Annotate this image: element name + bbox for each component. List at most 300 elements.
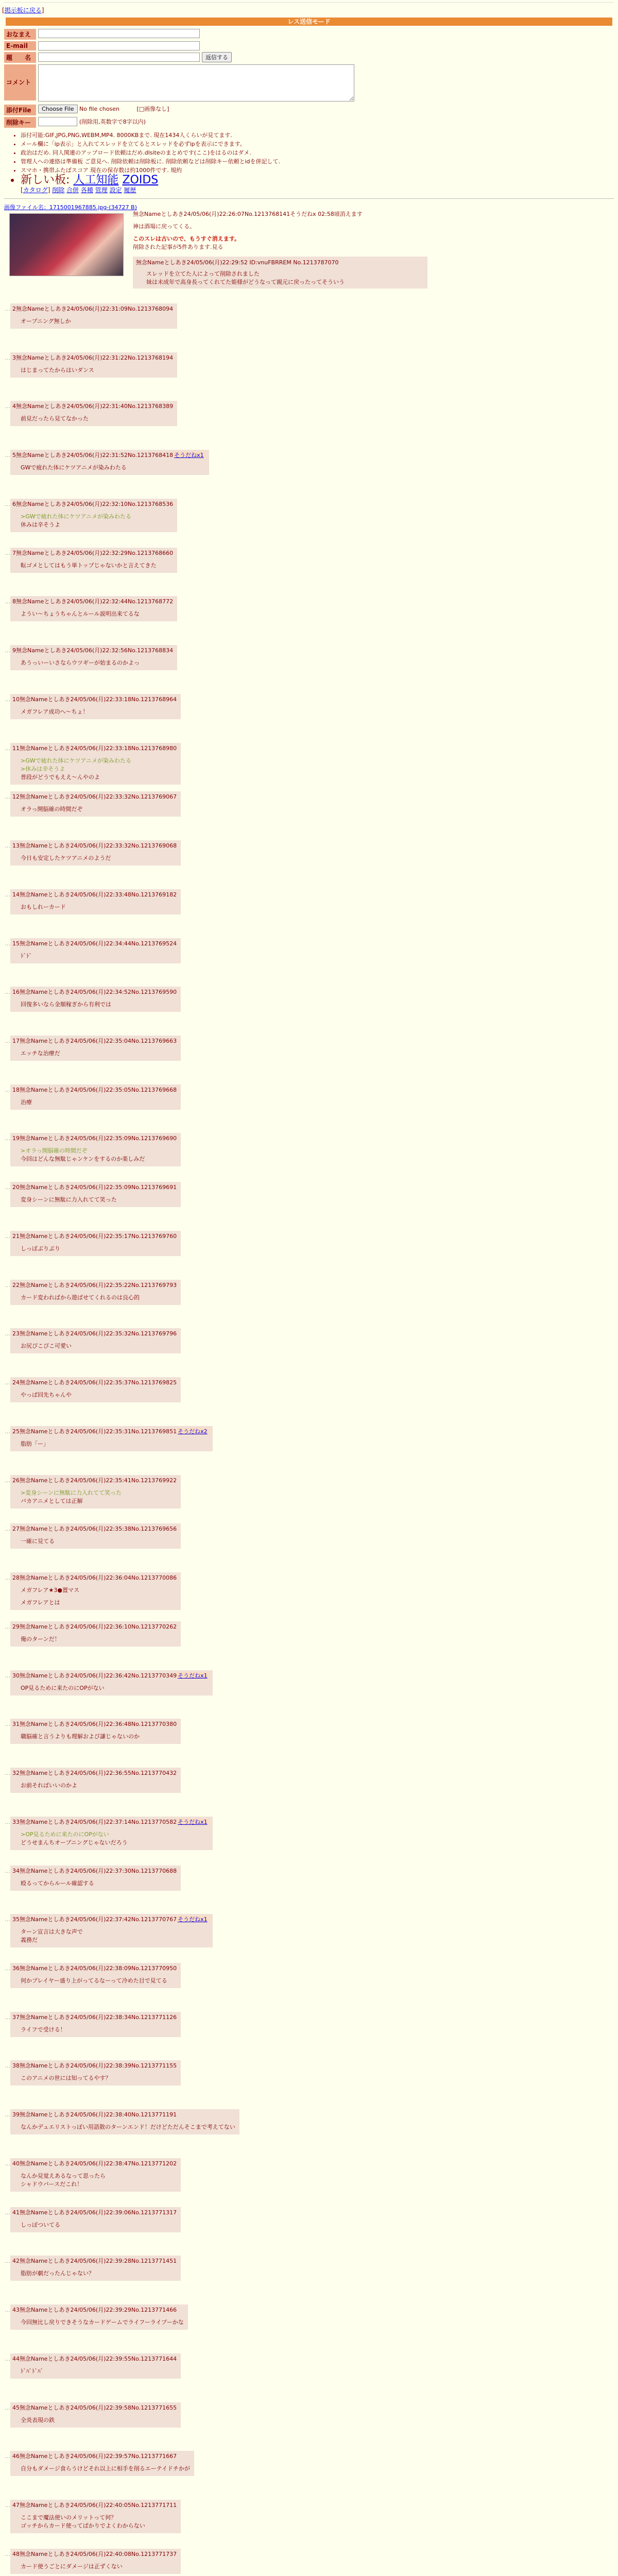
reply-marker: …: [5, 1818, 10, 1825]
reply-header-text: 無念Nameとしあき24/05/06(月)22:32:10No.1213768536: [16, 500, 174, 507]
back-to-board-link[interactable]: 掲示板に戻る: [4, 7, 42, 14]
nested-line2: 妹は未成年で高身長ってくれてた姫様がどうなって親元に戻ったってそういう: [146, 279, 345, 285]
reply-number: 11: [12, 744, 20, 752]
reply-header-text: 無念Nameとしあき24/05/06(月)22:32:56No.1213768834: [16, 647, 174, 654]
reply-header-text: 無念Nameとしあき24/05/06(月)22:35:05No.1213769668: [20, 1086, 177, 1093]
reply-header[interactable]: [12, 1037, 177, 1045]
reply-box: [10, 596, 177, 621]
reply-box: [10, 987, 181, 1012]
reply-mode-bar: レス送信モード: [6, 18, 612, 26]
reply-number: 29: [12, 1623, 20, 1630]
reply-marker: …: [5, 1281, 10, 1289]
reply-header[interactable]: [12, 2550, 177, 2558]
delete-link[interactable]: 削除: [52, 187, 65, 194]
reply-header[interactable]: [12, 891, 177, 899]
reply-header[interactable]: [12, 1916, 209, 1924]
reply-text: 休みは辛そうよ: [21, 521, 60, 528]
reply-box: [10, 1133, 181, 1166]
reply-box: [10, 938, 181, 963]
reply-header[interactable]: [12, 1379, 177, 1387]
reply-header[interactable]: [12, 647, 173, 655]
reply-body: [21, 1831, 209, 1847]
reply-body: [21, 1489, 177, 1505]
reply-header-text: 無念Nameとしあき24/05/06(月)22:36:55No.1213770432: [20, 1770, 177, 1777]
reply-number: 48: [12, 2550, 20, 2557]
table-row: [0, 1817, 618, 1866]
reply-body: [21, 1342, 177, 1350]
reply-header-text: 無念Nameとしあき24/05/06(月)22:35:41No.1213769922: [20, 1477, 177, 1484]
reply-text: なんか見覚えあるなって思ったら: [21, 2172, 106, 2179]
reply-body: [21, 1001, 177, 1009]
reply-box: [10, 840, 181, 866]
reply-header[interactable]: [12, 2257, 177, 2265]
reply-number: 42: [12, 2258, 20, 2265]
reply-header[interactable]: [12, 2306, 184, 2314]
misc-link[interactable]: 各種: [80, 187, 93, 194]
table-row: [0, 1377, 618, 1426]
sodane-button[interactable]: そうだねx1: [174, 452, 204, 459]
email-input[interactable]: [38, 41, 200, 50]
reply-box: [10, 694, 181, 719]
reply-header-text: 無念Nameとしあき24/05/06(月)22:40:05No.1213771711: [20, 2502, 177, 2509]
reply-number: 8: [12, 598, 16, 605]
reply-header[interactable]: [12, 1525, 177, 1533]
reply-header[interactable]: [12, 1281, 177, 1290]
reply-header[interactable]: [12, 549, 173, 557]
no-image-checkbox-label[interactable]: [□画像なし]: [136, 106, 169, 112]
table-row: [0, 596, 618, 645]
reply-number: 22: [12, 1281, 20, 1289]
reply-body: [21, 2318, 184, 2327]
reply-box: [10, 1475, 181, 1509]
reply-body: [21, 1782, 177, 1790]
reply-text: はじまってたからはいダンス: [21, 366, 94, 374]
subject-label: 題 名: [4, 52, 36, 63]
reply-number: 6: [12, 500, 16, 507]
reply-header[interactable]: [12, 305, 173, 313]
reply-body: [21, 1977, 177, 1985]
reply-header[interactable]: [12, 402, 173, 411]
reply-text: ﾄﾞﾊﾞﾄﾞﾊﾞ: [21, 2367, 43, 2375]
table-row: [0, 1621, 618, 1670]
reply-box: [10, 1084, 181, 1110]
reply-marker: …: [5, 500, 10, 507]
reply-text: 治療: [21, 1098, 32, 1106]
reply-header[interactable]: [12, 1769, 177, 1777]
reply-header[interactable]: [12, 1232, 177, 1241]
reply-header[interactable]: [12, 2160, 177, 2168]
reply-header-text: 無念Nameとしあき24/05/06(月)22:34:52No.1213769590: [20, 989, 177, 996]
reply-header-text: 無念Nameとしあき24/05/06(月)22:37:14No.1213770582: [20, 1818, 177, 1825]
note-item: • 管理人への連絡は準備板 ご意見へ. 削除依頼は削除板に. 削除依頼などは削除キー依頼とidを併記して.: [21, 157, 618, 166]
reply-header[interactable]: [12, 1818, 209, 1826]
reply-header[interactable]: [12, 696, 177, 704]
op-text: [133, 210, 596, 289]
reply-box: [10, 1719, 181, 1744]
name-input[interactable]: [38, 29, 200, 38]
reply-header[interactable]: [12, 1720, 177, 1728]
reply-header[interactable]: [12, 500, 173, 509]
divider: [4, 198, 614, 199]
reply-header[interactable]: [12, 2013, 177, 2022]
table-row: [0, 1328, 618, 1377]
email-label: E-mail: [4, 41, 36, 50]
table-row: [0, 1866, 618, 1914]
reply-header-text: 無念Nameとしあき24/05/06(月)22:39:55No.1213771644: [20, 2355, 177, 2362]
reply-text: 一確に見てる: [21, 1538, 55, 1545]
reply-marker: …: [5, 1721, 10, 1728]
table-row: [0, 450, 618, 499]
reply-box: [10, 791, 181, 817]
reply-marker: …: [5, 1672, 10, 1679]
reply-text: ライフで受ける！: [21, 2026, 66, 2033]
reply-body: [21, 1098, 177, 1107]
reply-marker: …: [5, 2404, 10, 2411]
reply-header-text: 無念Nameとしあき24/05/06(月)22:36:42No.1213770349: [20, 1672, 177, 1679]
delkey-label: 削除キー: [4, 117, 36, 128]
new-board-link-ai[interactable]: 人工知能: [73, 174, 119, 187]
new-boards-line: • 新しい板: 人工知能 ZOIDS: [21, 176, 618, 184]
reply-marker: …: [5, 1135, 10, 1142]
reply-number: 5: [12, 452, 16, 459]
reply-header[interactable]: [12, 1428, 209, 1436]
reply-header[interactable]: [12, 2209, 177, 2217]
reply-body: [21, 952, 177, 960]
reply-marker: …: [5, 452, 10, 459]
reply-box: [10, 2549, 181, 2574]
reply-header[interactable]: [12, 1330, 177, 1338]
reply-text: オープニング無しか: [21, 318, 71, 325]
reply-text: 自分もダメージ食らうけどそれ以上に相手を削るエーテイドチかが: [21, 2465, 191, 2472]
reply-marker: …: [5, 1086, 10, 1093]
reply-number: 13: [12, 842, 20, 850]
table-row: [0, 1475, 618, 1524]
reply-body: [21, 1928, 209, 1944]
reply-marker: …: [5, 1038, 10, 1045]
reply-text: 転ゴメとしてはもう単トップじゃないかと言えてきた: [21, 562, 157, 569]
table-row: [0, 987, 618, 1036]
table-row: [0, 401, 618, 450]
reply-header[interactable]: [12, 2404, 177, 2412]
reply-header[interactable]: [12, 2355, 177, 2363]
table-row: [0, 1670, 618, 1719]
quote-line: >変身シーンに無駄に力入れてて笑った: [21, 1489, 122, 1496]
reply-box: [10, 1768, 181, 1793]
reply-text: 前見だったら見てなかった: [21, 415, 89, 422]
reply-header-text: 無念Nameとしあき24/05/06(月)22:36:48No.1213770380: [20, 1721, 177, 1728]
quote-line: >OP見るために来たのにOPがない: [21, 1831, 109, 1838]
reply-number: 34: [12, 1867, 20, 1874]
reply-number: 10: [12, 696, 20, 703]
reply-header-text: 無念Nameとしあき24/05/06(月)22:32:44No.1213768772: [16, 598, 174, 605]
reply-box: [10, 1182, 181, 1207]
table-row: [0, 1133, 618, 1182]
reply-header-text: 無念Nameとしあき24/05/06(月)22:36:10No.1213770262: [20, 1623, 177, 1630]
merge-link[interactable]: 合併: [66, 187, 79, 194]
reply-box: [10, 548, 177, 573]
reply-body: [21, 2026, 177, 2034]
table-row: [0, 2451, 618, 2500]
reply-marker: …: [5, 2355, 10, 2362]
reply-text: 職脳確と言うよりも理解および謙じゃないのか: [21, 1733, 140, 1740]
nested-header: 無念Nameとしあき24/05/06(月)22:29:52 ID:vnuFBRREM No.1213787070: [136, 259, 339, 266]
reply-header[interactable]: [12, 1477, 177, 1485]
history-link[interactable]: 履歴: [124, 187, 136, 194]
choose-file-button[interactable]: Choose File: [38, 105, 78, 113]
reply-header-text: 無念Nameとしあき24/05/06(月)22:37:30No.1213770688: [20, 1867, 177, 1874]
reply-box: [10, 2402, 181, 2428]
reply-box: [10, 450, 209, 475]
reply-header[interactable]: [12, 598, 173, 606]
reply-box: [10, 1866, 181, 1891]
reply-header[interactable]: [12, 744, 177, 753]
reply-header[interactable]: [12, 1623, 177, 1631]
reply-marker: …: [5, 1623, 10, 1630]
reply-header-text: 無念Nameとしあき24/05/06(月)22:35:09No.1213769691: [20, 1184, 177, 1191]
reply-header[interactable]: [12, 1867, 177, 1875]
new-board-link-zoids[interactable]: ZOIDS: [122, 174, 159, 187]
reply-number: 35: [12, 1916, 20, 1923]
reply-body: [21, 903, 177, 911]
reply-number: 27: [12, 1526, 20, 1533]
reply-text: お前そればいいのかよ: [21, 1782, 77, 1789]
reply-marker: …: [5, 1770, 10, 1777]
reply-number: 12: [12, 793, 20, 801]
reply-box: [10, 889, 181, 914]
reply-header[interactable]: [12, 354, 173, 362]
note-item: • スマホ・携帯ふたばスコア 現在の保存数は約1000件です. 規約: [21, 166, 618, 175]
reply-marker: …: [5, 1964, 10, 1972]
table-row: [0, 1426, 618, 1475]
reply-header[interactable]: [12, 451, 205, 460]
reply-number: 3: [12, 354, 16, 361]
reply-body: [21, 2416, 177, 2425]
table-row: [0, 694, 618, 743]
reply-box: [10, 2256, 181, 2281]
quote-line: >GWで疲れた体にケツアニメが染みわたる: [21, 757, 131, 764]
reply-number: 21: [12, 1232, 20, 1240]
reply-body: [21, 1245, 177, 1253]
reply-marker: …: [5, 989, 10, 996]
reply-text: オラっ開脳確の時間だぞ: [21, 806, 83, 813]
op-file-link[interactable]: 画像ファイル名：1715001967885.jpg-(34727 B): [4, 204, 137, 211]
reply-marker: …: [5, 354, 10, 361]
reply-body: [21, 1635, 177, 1643]
reply-box: [10, 303, 177, 329]
reply-header[interactable]: [12, 2501, 177, 2510]
reply-text: メガフレアとは: [21, 1599, 60, 1606]
sodane-button[interactable]: そうだねx1: [178, 1672, 208, 1679]
file-status: No file chosen: [79, 106, 119, 112]
reply-header[interactable]: [12, 940, 177, 948]
reply-body: [21, 610, 173, 618]
reply-box: [10, 2109, 239, 2134]
reply-number: 17: [12, 1038, 20, 1045]
reply-box: [10, 1572, 181, 1610]
reply-number: 36: [12, 1964, 20, 1972]
reply-header-text: 無念Nameとしあき24/05/06(月)22:38:39No.1213771155: [20, 2062, 177, 2070]
reply-box: [10, 2500, 181, 2533]
reply-header[interactable]: [12, 2111, 235, 2119]
reply-header[interactable]: [12, 1964, 177, 1973]
reply-body: [21, 854, 177, 862]
reply-header-text: 無念Nameとしあき24/05/06(月)22:39:06No.1213771317: [20, 2209, 177, 2216]
reply-form: [4, 29, 618, 128]
table-row: [0, 1280, 618, 1329]
reply-header-text: 無念Nameとしあき24/05/06(月)22:35:38No.1213769656: [20, 1526, 177, 1533]
reply-box: [10, 1621, 181, 1647]
reply-body: [21, 1879, 177, 1888]
reply-number: 28: [12, 1574, 20, 1582]
table-row: [0, 2304, 618, 2353]
reply-text: 全炎表現の鉄: [21, 2416, 55, 2424]
reply-body: [21, 1586, 177, 1607]
reply-header[interactable]: [12, 1672, 209, 1680]
note-item: • 政治はだめ. 同人関連のアップロード依頼はだめ.dlsiteのまとめです(ここ)をはるのはダメ.: [21, 148, 618, 157]
table-row: [0, 2256, 618, 2304]
reply-number: 44: [12, 2355, 20, 2362]
reply-header[interactable]: [12, 793, 177, 801]
reply-marker: …: [5, 1184, 10, 1191]
submit-button[interactable]: 返信する: [202, 52, 232, 62]
file-label: 添付File: [4, 105, 36, 115]
settings-link[interactable]: 設定: [109, 187, 122, 194]
reply-body: [21, 2123, 235, 2131]
back-link-wrap: [掲示板に戻る]: [2, 7, 44, 14]
reply-body: [21, 1147, 177, 1163]
table-row: [0, 743, 618, 792]
reply-number: 2: [12, 306, 16, 312]
reply-header-text: 無念Nameとしあき24/05/06(月)22:35:17No.1213769760: [20, 1232, 177, 1240]
delkey-input[interactable]: [38, 117, 77, 126]
note-item: • 添付可能:GIF,JPG,PNG,WEBM,MP4. 8000KBまで. 現在1434人くらいが見てます.: [21, 131, 618, 140]
reply-body: [21, 2514, 177, 2530]
reply-text: 回復多いなら金額稼ぎから有利では: [21, 1001, 111, 1008]
reply-number: 39: [12, 2111, 20, 2119]
sodane-button[interactable]: そうだねx1: [178, 1916, 208, 1923]
reply-box: [10, 1817, 213, 1850]
reply-text: やっぱ回先ちゃんや: [21, 1392, 72, 1399]
reply-text: あうっいーいさならウツギーが始まるのかよっ: [21, 659, 140, 667]
reply-number: 16: [12, 989, 20, 996]
op-header: 無念Nameとしあき24/05/06(月)22:26:07No.1213768141そうだねx 02:58頃消えます: [133, 211, 363, 217]
table-row: [0, 1231, 618, 1280]
reply-body: [21, 2074, 177, 2082]
reply-text: 義務だ: [21, 1937, 38, 1944]
table-row: [0, 2060, 618, 2109]
table-row: [0, 2402, 618, 2451]
op-post: [4, 203, 618, 285]
reply-box: [10, 2353, 181, 2379]
reply-number: 9: [12, 647, 16, 654]
reply-marker: …: [5, 403, 10, 410]
table-row: [0, 303, 618, 352]
reply-marker: …: [5, 2258, 10, 2265]
subject-input[interactable]: [38, 53, 200, 62]
reply-text: 脂肪が劇だったんじゃない？: [21, 2270, 94, 2277]
reply-header-text: 無念Nameとしあき24/05/06(月)22:31:22No.1213768194: [16, 354, 174, 361]
op-thumbnail-image[interactable]: [9, 213, 124, 276]
reply-header[interactable]: [12, 1574, 177, 1582]
reply-header-text: 無念Nameとしあき24/05/06(月)22:32:29No.1213768660: [16, 549, 174, 556]
reply-body: [21, 2269, 177, 2278]
reply-text: 俺のターンだ！: [21, 1635, 60, 1642]
reply-text: お尻ぴこぴこ可愛い: [21, 1343, 72, 1350]
reply-body: [21, 2465, 190, 2473]
reply-body: [21, 1391, 177, 1399]
reply-number: 47: [12, 2502, 20, 2509]
reply-header[interactable]: [12, 1183, 177, 1192]
reply-header-text: 無念Nameとしあき24/05/06(月)22:33:32No.1213769068: [20, 842, 177, 850]
sodane-button[interactable]: そうだねx1: [178, 1818, 208, 1825]
reply-marker: …: [5, 1232, 10, 1240]
comment-textarea[interactable]: [38, 64, 354, 101]
reply-marker: …: [5, 2111, 10, 2119]
reply-header[interactable]: [12, 2452, 190, 2461]
reply-header[interactable]: [12, 1134, 177, 1143]
reply-number: 15: [12, 940, 20, 947]
reply-body: [21, 1733, 177, 1741]
reply-body: [21, 366, 173, 375]
reply-header-text: 無念Nameとしあき24/05/06(月)22:38:47No.1213771202: [20, 2160, 177, 2167]
reply-marker: …: [5, 793, 10, 801]
reply-header[interactable]: [12, 1086, 177, 1094]
reply-text: ゴッチからカード使ってばかりでよくわからない: [21, 2522, 145, 2530]
reply-text: ようい〜ちょうちゃんとルール説明出来てるな: [21, 611, 140, 618]
reply-marker: …: [5, 2160, 10, 2167]
reply-box: [10, 1426, 213, 1451]
table-row: [0, 1084, 618, 1133]
reply-header-text: 無念Nameとしあき24/05/06(月)22:35:37No.1213769825: [20, 1379, 177, 1386]
table-row: [0, 1572, 618, 1621]
reply-header-text: 無念Nameとしあき24/05/06(月)22:39:57No.1213771667: [20, 2453, 177, 2460]
reply-box: [10, 401, 177, 426]
reply-marker: …: [5, 842, 10, 850]
reply-marker: …: [5, 1526, 10, 1533]
reply-header-text: 無念Nameとしあき24/05/06(月)22:33:32No.1213769067: [20, 793, 177, 801]
catalog-link[interactable]: カタログ: [23, 187, 48, 194]
reply-number: 38: [12, 2062, 20, 2070]
reply-body: [21, 2221, 177, 2229]
table-row: [0, 2500, 618, 2549]
table-row: [0, 1036, 618, 1084]
reply-number: 30: [12, 1672, 20, 1679]
reply-number: 24: [12, 1379, 20, 1386]
reply-marker: …: [5, 2013, 10, 2021]
reply-header[interactable]: [12, 988, 177, 996]
reply-box: [10, 1523, 181, 1549]
reply-box: [10, 2304, 188, 2330]
reply-marker: …: [5, 2502, 10, 2509]
reply-text: 今回無比し戻りできそうなカードゲームでライフーライプーかな: [21, 2319, 184, 2326]
reply-box: [10, 1670, 213, 1696]
table-row: [0, 2549, 618, 2576]
reply-body: [21, 415, 173, 423]
reply-marker: …: [5, 549, 10, 556]
reply-body: [21, 1196, 177, 1204]
reply-body: [21, 1537, 177, 1546]
reply-box: [10, 1280, 181, 1305]
reply-number: 40: [12, 2160, 20, 2167]
reply-text: 何かプレイヤー盛り上がってるなーって冷めた目で見てる: [21, 1977, 167, 1984]
table-row: [0, 548, 618, 597]
reply-header[interactable]: [12, 842, 177, 850]
reply-text: エッチな治療だ: [21, 1050, 60, 1057]
sodane-button[interactable]: そうだねx2: [178, 1428, 208, 1435]
reply-header[interactable]: [12, 2062, 177, 2070]
admin-link[interactable]: 管理: [95, 187, 108, 194]
table-row: [0, 2353, 618, 2402]
